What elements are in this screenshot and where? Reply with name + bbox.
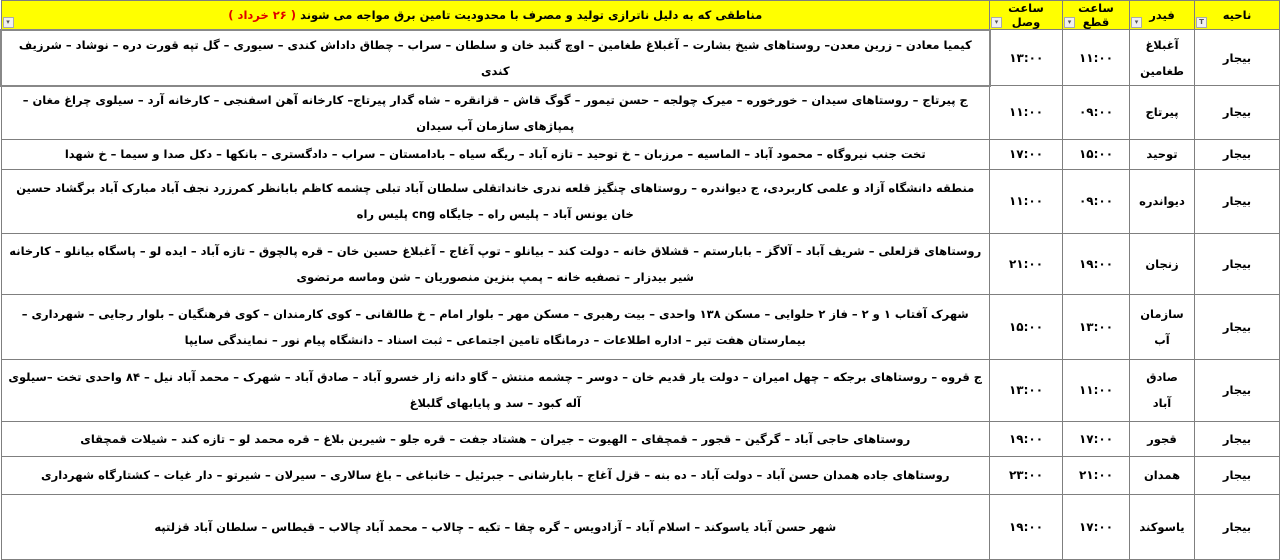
header-row bbox=[1, 1, 1280, 30]
areas-cell: ج پیرتاج – روستاهای سیدان – خورخوره – میرک چولجه – حسن تیمور – گوگ قاش – قزانقره – شاه گدار پیرتاج– کارخانه آهن اسفنجی – کارخانه آرد – سیلوی چراغ مغان – پمپاژهای سازمان آب سیدان bbox=[1, 86, 990, 140]
connect-time-cell: ۱۱:۰۰ bbox=[990, 169, 1063, 233]
table-row bbox=[1, 494, 1280, 559]
filter-dropdown-icon[interactable]: ▾ bbox=[1064, 17, 1075, 28]
cut-time-cell: ۱۷:۰۰ bbox=[1063, 421, 1130, 456]
areas-cell: کیمیا معادن – زرین معدن– روستاهای شیخ بشارت – آغبلاغ طغامین – اوچ گنبد خان و سلطان – سراب – چطاق داداش کندی – سیوری – گل تپه قورت دره – نوشاد – شرزیف کندی bbox=[1, 30, 990, 86]
connect-time-cell: ۱۷:۰۰ bbox=[990, 139, 1063, 169]
header-cut-time bbox=[1063, 1, 1130, 30]
feeder-cell: قجور bbox=[1130, 421, 1195, 456]
feeder-cell: همدان bbox=[1130, 456, 1195, 494]
table-row bbox=[1, 86, 1280, 140]
feeder-cell: صادق آباد bbox=[1130, 359, 1195, 421]
header-feeder bbox=[1130, 1, 1195, 30]
feeder-cell: سازمان آب bbox=[1130, 294, 1195, 359]
connect-time-cell: ۱۳:۰۰ bbox=[990, 30, 1063, 86]
feeder-cell: پیرتاج bbox=[1130, 86, 1195, 140]
feeder-cell: دیواندره bbox=[1130, 169, 1195, 233]
connect-time-cell: ۱۵:۰۰ bbox=[990, 294, 1063, 359]
connect-time-cell: ۱۱:۰۰ bbox=[990, 86, 1063, 140]
region-cell: بیجار bbox=[1195, 421, 1280, 456]
connect-time-cell: ۱۹:۰۰ bbox=[990, 421, 1063, 456]
areas-cell: ج قروه – روستاهای برجکه – چهل امیران – دولت یار قدیم خان – دوسر – چشمه منتش – گاو دانه زار خسرو آباد – صادق آباد – شهرک – محمد آباد نیل – ۸۴ واحدی تخت –سیلوی آله کبود – سد و پایابهای گلبلاغ bbox=[1, 359, 990, 421]
table-row bbox=[1, 421, 1280, 456]
cut-time-cell: ۱۵:۰۰ bbox=[1063, 139, 1130, 169]
region-cell: بیجار bbox=[1195, 30, 1280, 86]
header-cut-label: ساعت قطع bbox=[1078, 1, 1114, 29]
areas-cell: روستاهای قزلعلی – شریف آباد – آلاگز – بابارستم – قشلاق خانه – دولت کند – بیانلو – توپ آغاج – آغبلاغ حسین خان – قره پالچوق – تازه آباد – ایده لو – پاسگاه بیانلو – کارخانه شیر بیدزار – تصفیه خانه – پمپ بنزین منصوریان – شن وماسه مرتضوی bbox=[1, 233, 990, 294]
connect-time-cell: ۱۳:۰۰ bbox=[990, 359, 1063, 421]
areas-cell: شهرک آفتاب ۱ و ۲ – فاز ۲ حلوایی – مسکن ۱۳۸ واحدی – بیت رهبری – مسکن مهر – بلوار امام – خ طالقانی – کوی کارمندان – کوی فرهنگیان – بلوار رجایی – شهرداری – بیمارستان هفت تیر – اداره اطلاعات – درمانگاه تامین اجتماعی – ثبت اسناد – دانشگاه پیام نور – نمایندگی سایپا bbox=[1, 294, 990, 359]
filter-applied-icon[interactable]: T bbox=[1196, 17, 1207, 28]
table-row bbox=[1, 233, 1280, 294]
areas-cell: تخت جنب نیروگاه – محمود آباد – الماسیه – مرزبان – خ توحید – تازه آباد – ریگه سیاه – بادامستان – سراب – دادگستری – بانکها – دکل صدا و سیما – خ شهدا bbox=[1, 139, 990, 169]
header-areas-title: مناطقی که به دلیل ناترازی تولید و مصرف با محدودیت تامین برق مواجه می شوند bbox=[300, 7, 763, 22]
table-row bbox=[1, 294, 1280, 359]
region-cell: بیجار bbox=[1195, 359, 1280, 421]
table-row bbox=[1, 139, 1280, 169]
cut-time-cell: ۱۷:۰۰ bbox=[1063, 494, 1130, 559]
filter-dropdown-icon[interactable]: ▾ bbox=[1131, 17, 1142, 28]
region-cell: بیجار bbox=[1195, 139, 1280, 169]
table-row bbox=[1, 456, 1280, 494]
filter-dropdown-icon[interactable]: ▾ bbox=[3, 17, 14, 28]
cut-time-cell: ۱۱:۰۰ bbox=[1063, 359, 1130, 421]
region-cell: بیجار bbox=[1195, 86, 1280, 140]
connect-time-cell: ۲۱:۰۰ bbox=[990, 233, 1063, 294]
areas-cell: روستاهای جاده همدان حسن آباد – دولت آباد – ده بنه – قزل آغاج – بابارشانی – جبرئیل – خانباغی – باغ سالاری – سیرلان – شیرتو – دار غیات – کشتارگاه شهرداری bbox=[1, 456, 990, 494]
region-cell: بیجار bbox=[1195, 169, 1280, 233]
cut-time-cell: ۰۹:۰۰ bbox=[1063, 169, 1130, 233]
feeder-cell: توحید bbox=[1130, 139, 1195, 169]
filter-dropdown-icon[interactable]: ▾ bbox=[991, 17, 1002, 28]
header-feeder-label: فیدر bbox=[1149, 8, 1175, 22]
connect-time-cell: ۱۹:۰۰ bbox=[990, 494, 1063, 559]
feeder-cell: زنجان bbox=[1130, 233, 1195, 294]
header-region-label: ناحیه bbox=[1222, 8, 1252, 22]
region-cell: بیجار bbox=[1195, 456, 1280, 494]
cut-time-cell: ۰۹:۰۰ bbox=[1063, 86, 1130, 140]
region-cell: بیجار bbox=[1195, 494, 1280, 559]
table-row bbox=[1, 30, 1280, 86]
header-areas-date: ( ۲۶ خرداد ) bbox=[228, 7, 297, 22]
areas-cell: روستاهای حاجی آباد – گرگین – قجور – قمچقای – الهیوت – جیران – هشتاد جفت – قره جلو – شیرین بلاغ – قره محمد لو – تازه کند – شیلات قمچقای bbox=[1, 421, 990, 456]
cut-time-cell: ۲۱:۰۰ bbox=[1063, 456, 1130, 494]
region-cell: بیجار bbox=[1195, 233, 1280, 294]
areas-cell: شهر حسن آباد یاسوکند – اسلام آباد – آزادویس – گره چقا – تکیه – چالاب – محمد آباد چالاب – قیطاس – سلطان آباد قزلتپه bbox=[1, 494, 990, 559]
cut-time-cell: ۱۱:۰۰ bbox=[1063, 30, 1130, 86]
table-row bbox=[1, 359, 1280, 421]
region-cell: بیجار bbox=[1195, 294, 1280, 359]
connect-time-cell: ۲۳:۰۰ bbox=[990, 456, 1063, 494]
feeder-cell: آغبلاغ طغامین bbox=[1130, 30, 1195, 86]
feeder-cell: یاسوکند bbox=[1130, 494, 1195, 559]
cut-time-cell: ۱۳:۰۰ bbox=[1063, 294, 1130, 359]
areas-cell: منطقه دانشگاه آزاد و علمی کاربردی، ج دیواندره – روستاهای چنگیز قلعه ندری خانداتقلی سلطان آباد تبلی چشمه کاظم بابانظر کمرزرد نجف آباد مبارک آباد برگشاد حسین خان یونس آباد – پلیس راه – جایگاه cng پلیس راه bbox=[1, 169, 990, 233]
header-connect-time bbox=[990, 1, 1063, 30]
header-connect-label: ساعت وصل bbox=[1008, 1, 1044, 29]
header-region bbox=[1195, 1, 1280, 30]
table-row bbox=[1, 169, 1280, 233]
cut-time-cell: ۱۹:۰۰ bbox=[1063, 233, 1130, 294]
header-areas bbox=[1, 1, 990, 30]
